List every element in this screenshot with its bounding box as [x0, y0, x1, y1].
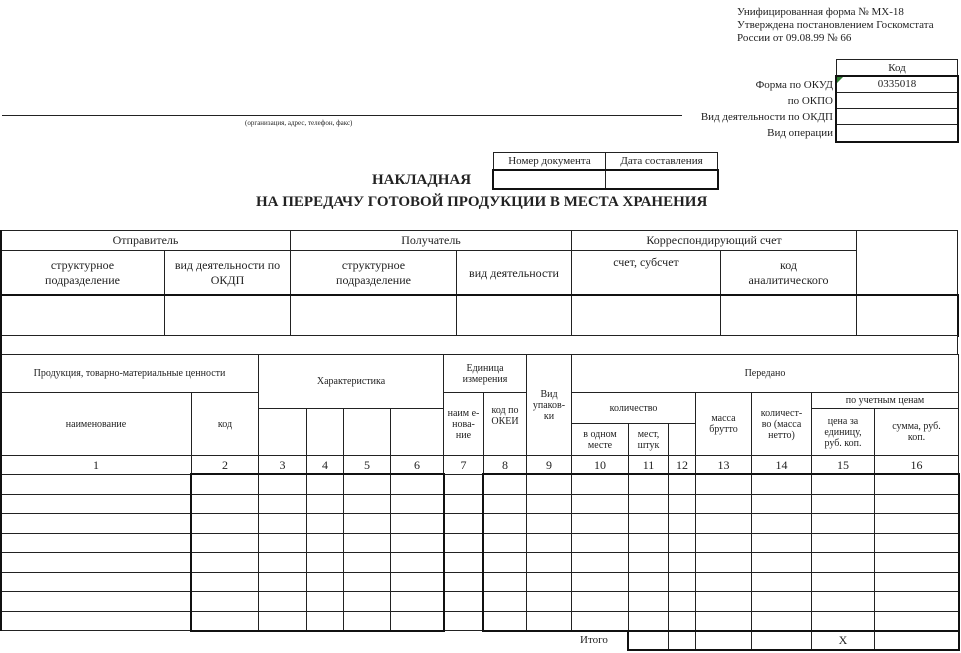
- table-cell[interactable]: [874, 552, 959, 573]
- table-cell[interactable]: [811, 611, 875, 631]
- left-edge-line: [0, 230, 2, 631]
- table-cell[interactable]: [343, 533, 391, 553]
- total-cell[interactable]: [874, 631, 959, 650]
- table-cell[interactable]: [258, 611, 307, 631]
- table-cell[interactable]: [526, 572, 572, 592]
- document-subtitle: НА ПЕРЕДАЧУ ГОТОВОЙ ПРОДУКЦИИ В МЕСТА ХРАНЕНИЯ: [256, 194, 708, 210]
- table-cell[interactable]: [306, 513, 344, 534]
- table-cell[interactable]: [306, 494, 344, 514]
- table-cell[interactable]: [390, 591, 444, 612]
- column-number: 15: [811, 455, 875, 475]
- table-cell[interactable]: [668, 494, 696, 514]
- column-number: 4: [306, 455, 344, 475]
- unit-okei-header: код по ОКЕИ: [483, 392, 527, 456]
- char-col-4: [306, 408, 344, 456]
- table-cell[interactable]: [571, 494, 629, 514]
- table-cell[interactable]: [695, 513, 752, 534]
- column-number: 9: [526, 455, 572, 475]
- table-cell[interactable]: [695, 572, 752, 592]
- table-cell[interactable]: [668, 552, 696, 573]
- table-cell[interactable]: [695, 474, 752, 495]
- table-cell[interactable]: [390, 474, 444, 495]
- receiver-unit-field[interactable]: [290, 295, 457, 336]
- analytic-code-field[interactable]: [720, 295, 857, 336]
- total-cell[interactable]: [628, 631, 669, 650]
- table-cell[interactable]: [811, 533, 875, 553]
- table-cell[interactable]: [258, 591, 307, 612]
- column-number: 11: [628, 455, 669, 475]
- table-cell[interactable]: [695, 591, 752, 612]
- table-cell[interactable]: [571, 513, 629, 534]
- table-cell[interactable]: [443, 591, 484, 612]
- code-header: Код: [836, 59, 958, 77]
- top-extra-header: [856, 230, 958, 296]
- table-cell[interactable]: [443, 552, 484, 573]
- total-cell[interactable]: [695, 631, 752, 650]
- column-number: 12: [668, 455, 696, 475]
- table-cell[interactable]: [811, 591, 875, 612]
- table-cell[interactable]: [443, 474, 484, 495]
- table-cell[interactable]: [874, 494, 959, 514]
- table-cell[interactable]: [0, 591, 192, 612]
- table-cell[interactable]: [343, 591, 391, 612]
- table-cell[interactable]: [343, 572, 391, 592]
- total-x-mark: Х: [811, 631, 875, 650]
- operation-label: Вид операции: [767, 127, 833, 139]
- table-cell[interactable]: [191, 552, 259, 573]
- table-cell[interactable]: [443, 572, 484, 592]
- table-cell[interactable]: [0, 494, 192, 514]
- gross-header: масса брутто: [695, 392, 752, 456]
- table-cell[interactable]: [628, 474, 669, 495]
- table-cell[interactable]: [306, 474, 344, 495]
- table-cell[interactable]: [526, 474, 572, 495]
- table-cell[interactable]: [343, 611, 391, 631]
- characteristic-header: Характеристика: [258, 354, 444, 409]
- column-number: 16: [874, 455, 959, 475]
- table-cell[interactable]: [526, 533, 572, 553]
- corr-account-header: Корреспондирующий счет: [571, 230, 857, 251]
- table-cell[interactable]: [0, 552, 192, 573]
- column-number: 8: [483, 455, 527, 475]
- table-cell[interactable]: [811, 494, 875, 514]
- table-cell[interactable]: [695, 494, 752, 514]
- cell-marker-icon: [837, 77, 843, 83]
- table-cell[interactable]: [483, 552, 527, 573]
- table-cell[interactable]: [751, 611, 812, 631]
- table-cell[interactable]: [526, 494, 572, 514]
- table-cell[interactable]: [811, 474, 875, 495]
- total-label: Итого: [580, 634, 608, 646]
- table-cell[interactable]: [695, 533, 752, 553]
- table-cell[interactable]: [571, 611, 629, 631]
- table-cell[interactable]: [483, 494, 527, 514]
- table-cell[interactable]: [390, 611, 444, 631]
- table-cell[interactable]: [571, 533, 629, 553]
- table-cell[interactable]: [751, 572, 812, 592]
- table-cell[interactable]: [258, 572, 307, 592]
- table-cell[interactable]: [751, 474, 812, 495]
- total-cell[interactable]: [668, 631, 696, 650]
- table-cell[interactable]: [751, 513, 812, 534]
- table-cell[interactable]: [628, 494, 669, 514]
- okpo-value[interactable]: [836, 92, 958, 109]
- table-cell[interactable]: [571, 591, 629, 612]
- table-cell[interactable]: [0, 572, 192, 592]
- table-cell[interactable]: [874, 611, 959, 631]
- net-header: количест- во (масса нетто): [751, 392, 812, 456]
- table-cell[interactable]: [695, 611, 752, 631]
- char-col-6: [390, 408, 444, 456]
- okdp-label: Вид деятельности по ОКДП: [700, 111, 833, 123]
- name-header: наименование: [0, 392, 192, 456]
- table-cell[interactable]: [483, 474, 527, 495]
- operation-value[interactable]: [836, 124, 958, 142]
- analytic-code-header: код аналитического: [720, 250, 857, 296]
- document-title: НАКЛАДНАЯ: [372, 172, 472, 188]
- table-cell[interactable]: [628, 591, 669, 612]
- table-cell[interactable]: [191, 494, 259, 514]
- table-cell[interactable]: [191, 533, 259, 553]
- table-cell[interactable]: [443, 494, 484, 514]
- table-cell[interactable]: [0, 474, 192, 495]
- column-number: 3: [258, 455, 307, 475]
- doc-number-field[interactable]: [493, 169, 606, 189]
- table-cell[interactable]: [443, 533, 484, 553]
- table-cell[interactable]: [0, 611, 192, 631]
- column-number: 5: [343, 455, 391, 475]
- sender-activity-header: вид деятельности по ОКДП: [164, 250, 291, 296]
- table-cell[interactable]: [874, 474, 959, 495]
- table-cell[interactable]: [191, 611, 259, 631]
- table-cell[interactable]: [751, 591, 812, 612]
- column-number: 7: [443, 455, 484, 475]
- table-cell[interactable]: [390, 572, 444, 592]
- table-cell[interactable]: [390, 552, 444, 573]
- table-cell[interactable]: [874, 572, 959, 592]
- organization-line[interactable]: [2, 115, 682, 116]
- table-cell[interactable]: [874, 513, 959, 534]
- table-cell[interactable]: [343, 474, 391, 495]
- accounting-prices-header: по учетным ценам: [811, 392, 959, 409]
- table-cell[interactable]: [668, 513, 696, 534]
- quantity-header: количество: [571, 392, 696, 424]
- table-cell[interactable]: [483, 591, 527, 612]
- table-cell[interactable]: [191, 474, 259, 495]
- table-cell[interactable]: [306, 591, 344, 612]
- table-cell[interactable]: [483, 611, 527, 631]
- table-cell[interactable]: [258, 513, 307, 534]
- table-cell[interactable]: [668, 572, 696, 592]
- account-field[interactable]: [571, 295, 721, 336]
- table-cell[interactable]: [306, 533, 344, 553]
- table-cell[interactable]: [571, 572, 629, 592]
- table-cell[interactable]: [811, 572, 875, 592]
- okud-value[interactable]: 0335018: [836, 76, 958, 93]
- package-header: Вид упаков- ки: [526, 354, 572, 456]
- table-cell[interactable]: [668, 474, 696, 495]
- sender-unit-header: структурное подразделение: [0, 250, 165, 296]
- table-cell[interactable]: [191, 513, 259, 534]
- table-cell[interactable]: [390, 533, 444, 553]
- column-number: 2: [191, 455, 259, 475]
- table-cell[interactable]: [628, 513, 669, 534]
- organization-caption: (организация, адрес, телефон, факс): [245, 119, 353, 127]
- table-cell[interactable]: [0, 533, 192, 553]
- table-cell[interactable]: [306, 572, 344, 592]
- spacer-row: [0, 335, 958, 355]
- table-cell[interactable]: [695, 552, 752, 573]
- column-number: 1: [0, 455, 192, 475]
- receiver-activity-field[interactable]: [456, 295, 572, 336]
- column-number: 6: [390, 455, 444, 475]
- col-12-header: [668, 423, 696, 456]
- table-cell[interactable]: [526, 591, 572, 612]
- sender-unit-field[interactable]: [0, 295, 165, 336]
- table-cell[interactable]: [628, 572, 669, 592]
- table-cell[interactable]: [343, 552, 391, 573]
- table-cell[interactable]: [258, 533, 307, 553]
- code-header-col: код: [191, 392, 259, 456]
- total-cell[interactable]: [751, 631, 812, 650]
- table-cell[interactable]: [668, 611, 696, 631]
- table-cell[interactable]: [751, 552, 812, 573]
- unit-price-header: цена за единицу, руб. коп.: [811, 408, 875, 456]
- table-cell[interactable]: [526, 611, 572, 631]
- char-col-5: [343, 408, 391, 456]
- column-number: 10: [571, 455, 629, 475]
- okud-label: Форма по ОКУД: [755, 79, 833, 91]
- table-cell[interactable]: [258, 552, 307, 573]
- table-cell[interactable]: [526, 513, 572, 534]
- receiver-activity-header: вид деятельности: [456, 250, 572, 296]
- table-cell[interactable]: [874, 591, 959, 612]
- unit-header: Единица измерения: [443, 354, 527, 393]
- table-cell[interactable]: [668, 591, 696, 612]
- table-cell[interactable]: [343, 513, 391, 534]
- sender-header: Отправитель: [0, 230, 291, 251]
- okdp-value[interactable]: [836, 108, 958, 125]
- form-number-line: Унифицированная форма № МХ-18: [737, 6, 904, 18]
- table-cell[interactable]: [811, 552, 875, 573]
- table-cell[interactable]: [443, 513, 484, 534]
- extra-field[interactable]: [856, 295, 958, 336]
- table-cell[interactable]: [390, 513, 444, 534]
- table-cell[interactable]: [526, 552, 572, 573]
- okpo-label: по ОКПО: [787, 95, 833, 107]
- account-subaccount-header: счет, субсчет: [571, 250, 721, 296]
- transferred-header: Передано: [571, 354, 959, 393]
- russia-line: России от 09.08.99 № 66: [737, 32, 852, 44]
- table-cell[interactable]: [191, 572, 259, 592]
- table-cell[interactable]: [0, 513, 192, 534]
- doc-date-field[interactable]: [605, 169, 718, 189]
- doc-number-label: Номер документа: [493, 152, 606, 170]
- char-col-3: [258, 408, 307, 456]
- table-cell[interactable]: [668, 533, 696, 553]
- approved-line: Утверждена постановлением Госкомстата: [737, 19, 934, 31]
- table-cell[interactable]: [306, 611, 344, 631]
- table-cell[interactable]: [343, 494, 391, 514]
- sender-activity-field[interactable]: [164, 295, 291, 336]
- table-cell[interactable]: [258, 494, 307, 514]
- places-header: мест, штук: [628, 423, 669, 456]
- table-cell[interactable]: [443, 611, 484, 631]
- table-cell[interactable]: [628, 533, 669, 553]
- table-cell[interactable]: [483, 533, 527, 553]
- table-cell[interactable]: [258, 474, 307, 495]
- table-cell[interactable]: [571, 552, 629, 573]
- unit-name-header: наим е- нова- ние: [443, 392, 484, 456]
- doc-date-label: Дата составления: [605, 152, 718, 170]
- table-cell[interactable]: [483, 513, 527, 534]
- table-cell[interactable]: [306, 552, 344, 573]
- table-cell[interactable]: [811, 513, 875, 534]
- table-cell[interactable]: [628, 611, 669, 631]
- table-cell[interactable]: [390, 494, 444, 514]
- table-cell[interactable]: [483, 572, 527, 592]
- receiver-unit-header: структурное подразделение: [290, 250, 457, 296]
- sum-header: сумма, руб. коп.: [874, 408, 959, 456]
- column-number: 14: [751, 455, 812, 475]
- table-cell[interactable]: [874, 533, 959, 553]
- table-cell[interactable]: [751, 533, 812, 553]
- column-number: 13: [695, 455, 752, 475]
- table-cell[interactable]: [191, 591, 259, 612]
- table-cell[interactable]: [628, 552, 669, 573]
- per-place-header: в одном месте: [571, 423, 629, 456]
- table-cell[interactable]: [571, 474, 629, 495]
- receiver-header: Получатель: [290, 230, 572, 251]
- table-cell[interactable]: [751, 494, 812, 514]
- products-header: Продукция, товарно-материальные ценности: [0, 354, 259, 393]
